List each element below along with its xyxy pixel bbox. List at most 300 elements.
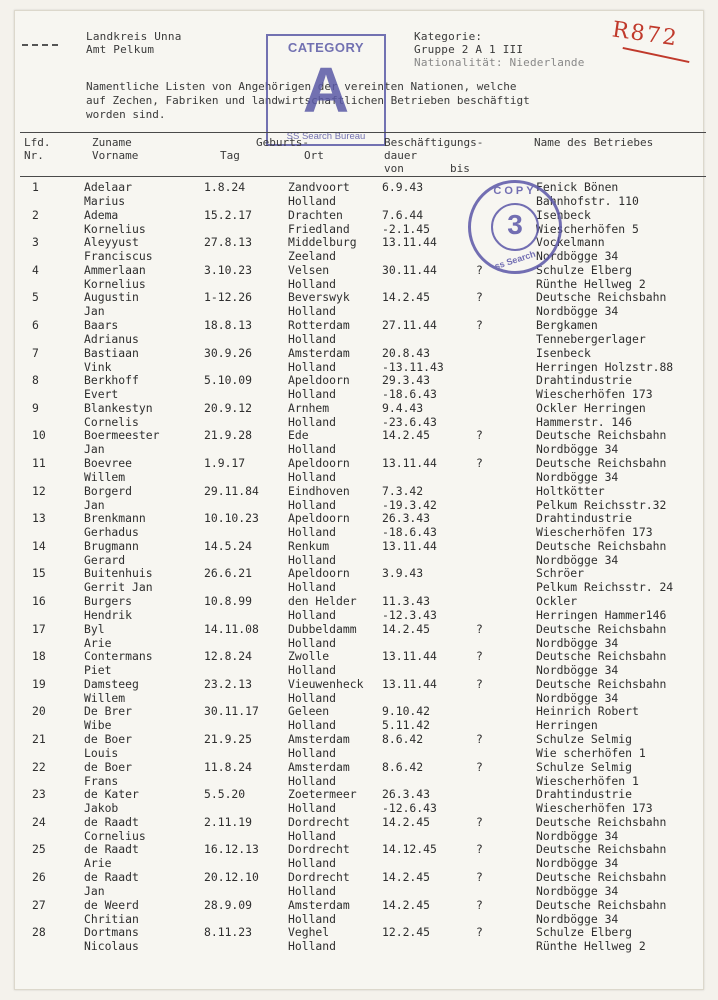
cell-tag: 5.10.09 xyxy=(204,373,253,388)
cell-zuname: Aleyyust xyxy=(84,235,139,250)
cell-firm1: Schulze Selmig xyxy=(536,732,633,746)
cell-von2: -18.6.43 xyxy=(382,525,437,540)
cell-firm2: Nordbögge 34 xyxy=(536,884,619,898)
cell-vorname: Jakob xyxy=(84,801,119,816)
cell-vorname: Marius xyxy=(84,194,126,208)
cell-zuname: Byl xyxy=(84,621,105,636)
category-stamp-title: CATEGORY xyxy=(287,40,365,55)
cell-zuname: Boermeester xyxy=(84,428,160,443)
cell-ort1: Zoetermeer xyxy=(288,787,357,802)
table-row xyxy=(0,760,718,788)
cell-von2: 5.11.42 xyxy=(382,718,431,733)
cell-firm1: Ockler xyxy=(536,594,578,608)
table-row xyxy=(0,484,718,512)
cell-firm2: Nordbögge 34 xyxy=(536,690,619,705)
cell-von1: 14.2.45 xyxy=(382,290,431,305)
cell-zuname: Augustin xyxy=(84,290,139,305)
header-office: Amt Pelkum xyxy=(86,43,155,56)
cell-vorname: Willem xyxy=(84,690,126,705)
cell-firm2: Nordbögge 34 xyxy=(536,856,619,871)
cell-ort2: Holland xyxy=(288,856,337,871)
category-stamp-bureau: SS Search Bureau xyxy=(286,131,366,142)
table-row xyxy=(0,373,718,401)
cell-nr: 10 xyxy=(32,428,46,443)
table-row xyxy=(0,208,718,236)
cell-ort2: Holland xyxy=(288,635,337,650)
table-row xyxy=(0,539,718,567)
table-row xyxy=(0,235,718,263)
table-row xyxy=(0,401,718,429)
col-firm: Name des Betriebes xyxy=(534,136,654,149)
cell-tag: 30.9.26 xyxy=(204,345,253,360)
cell-ort1: Rotterdam xyxy=(288,318,350,332)
cell-firm2: Pelkum Reichsstr. 24 xyxy=(536,580,674,595)
cell-ort1: Ede xyxy=(288,428,309,443)
cell-von1: 14.2.45 xyxy=(382,428,431,443)
copy-stamp xyxy=(468,180,562,274)
table-row xyxy=(0,704,718,732)
table-row xyxy=(0,511,718,539)
cell-vorname: Jan xyxy=(84,442,105,457)
cell-tag: 5.5.20 xyxy=(204,787,246,802)
cell-bis: ? xyxy=(476,676,483,691)
cell-tag: 20.9.12 xyxy=(204,400,253,415)
cell-ort2: Holland xyxy=(288,773,337,788)
cell-firm1: Schulze Elberg xyxy=(536,925,633,940)
cell-ort2: Holland xyxy=(288,387,337,402)
cell-nr: 4 xyxy=(32,262,39,277)
cell-vorname: Chritian xyxy=(84,911,139,926)
cell-von1: 6.9.43 xyxy=(382,180,424,194)
cell-tag: 1.8.24 xyxy=(204,180,246,194)
cell-ort1: Drachten xyxy=(288,207,343,222)
cell-ort2: Holland xyxy=(288,911,337,926)
cell-ort1: Zwolle xyxy=(288,649,330,664)
cell-von1: 13.11.44 xyxy=(382,538,437,553)
table-row xyxy=(0,346,718,374)
col-dauer xyxy=(384,136,483,162)
table-row xyxy=(0,566,718,594)
table-row xyxy=(0,318,718,346)
cell-nr: 14 xyxy=(32,538,46,553)
cell-ort1: Apeldoorn xyxy=(288,511,350,526)
cell-firm1: Deutsche Reichsbahn xyxy=(536,842,667,857)
cell-firm1: Ockler Herringen xyxy=(536,400,646,415)
cell-firm2: Wiescherhöfen 173 xyxy=(536,801,653,816)
cell-bis: ? xyxy=(476,732,483,746)
cell-von1: 30.11.44 xyxy=(382,262,437,277)
cell-nr: 17 xyxy=(32,621,46,636)
cell-zuname: de Raadt xyxy=(84,870,139,884)
col-bis: bis xyxy=(450,162,470,175)
cell-vorname: Louis xyxy=(84,746,119,760)
cell-von1: 14.2.45 xyxy=(382,814,431,829)
cell-tag: 3.10.23 xyxy=(204,262,253,277)
intro-text xyxy=(86,80,686,122)
cell-von1: 8.6.42 xyxy=(382,732,424,746)
cell-von1: 12.2.45 xyxy=(382,925,431,940)
table-row xyxy=(0,456,718,484)
punch-mark xyxy=(22,44,58,48)
cell-tag: 11.8.24 xyxy=(204,759,253,774)
cell-bis: ? xyxy=(476,290,483,305)
cell-ort1: Vieuwenheck xyxy=(288,676,364,691)
cell-ort1: Eindhoven xyxy=(288,483,350,498)
cell-firm2: Tennebergerlager xyxy=(536,332,646,346)
cell-firm1: Isenbeck xyxy=(536,207,591,222)
cell-zuname: Bastiaan xyxy=(84,345,139,360)
cell-ort2: Holland xyxy=(288,552,337,567)
cell-ort2: Holland xyxy=(288,332,337,346)
cell-von2: -18.6.43 xyxy=(382,387,437,402)
cell-ort2: Holland xyxy=(288,801,337,816)
cell-bis: ? xyxy=(476,456,483,470)
cell-zuname: Blankestyn xyxy=(84,400,153,415)
cell-ort2: Holland xyxy=(288,497,337,512)
cell-ort2: Holland xyxy=(288,194,337,208)
cell-tag: 28.9.09 xyxy=(204,897,253,912)
cell-nr: 2 xyxy=(32,207,39,222)
cell-nr: 18 xyxy=(32,649,46,664)
col-name xyxy=(92,136,138,162)
cell-firm2: Wiescherhöfen 173 xyxy=(536,525,653,540)
cell-bis: ? xyxy=(476,318,483,332)
table-row xyxy=(0,290,718,318)
cell-firm2: Hammerstr. 146 xyxy=(536,414,633,429)
cell-ort1: Arnhem xyxy=(288,400,330,415)
cell-vorname: Jan xyxy=(84,304,105,319)
cell-zuname: de Raadt xyxy=(84,814,139,829)
cell-zuname: de Kater xyxy=(84,787,139,802)
cell-ort1: Amsterdam xyxy=(288,897,350,912)
cell-tag: 23.2.13 xyxy=(204,676,253,691)
col-dauer-line2: dauer xyxy=(384,149,418,162)
cell-von1: 13.11.44 xyxy=(382,235,437,250)
cell-firm2: Nordbögge 34 xyxy=(536,249,619,264)
cell-ort1: Amsterdam xyxy=(288,759,350,774)
cell-vorname: Hendrik xyxy=(84,608,133,622)
cell-nr: 7 xyxy=(32,345,39,360)
table-row xyxy=(0,594,718,622)
cell-firm2: Nordbögge 34 xyxy=(536,304,619,319)
cell-firm1: Deutsche Reichsbahn xyxy=(536,428,667,443)
cell-von2: -19.3.42 xyxy=(382,497,437,512)
cell-von1: 7.6.44 xyxy=(382,207,424,222)
cell-tag: 30.11.17 xyxy=(204,704,259,719)
cell-vorname: Kornelius xyxy=(84,221,146,236)
intro-line: Namentliche Listen von Angehörigen der vereinten Nationen, welche xyxy=(86,80,517,93)
cell-vorname: Cornelis xyxy=(84,414,139,429)
cell-nr: 3 xyxy=(32,235,39,250)
cell-tag: 15.2.17 xyxy=(204,207,253,222)
cell-tag: 20.12.10 xyxy=(204,870,259,884)
cell-firm1: Drahtindustrie xyxy=(536,373,633,388)
cell-firm2: Herringen Holzstr.88 xyxy=(536,359,674,374)
cell-firm1: Deutsche Reichsbahn xyxy=(536,290,667,305)
cell-ort2: Holland xyxy=(288,580,337,595)
cell-ort2: Holland xyxy=(288,690,337,705)
cell-bis: ? xyxy=(476,428,483,443)
cell-von2: -12.3.43 xyxy=(382,608,437,622)
cell-firm1: Deutsche Reichsbahn xyxy=(536,897,667,912)
cell-ort2: Zeeland xyxy=(288,249,337,264)
cell-zuname: de Weerd xyxy=(84,897,139,912)
table-row xyxy=(0,815,718,843)
cell-zuname: Boevree xyxy=(84,456,133,470)
cell-von1: 11.3.43 xyxy=(382,594,431,608)
header-district: Landkreis Unna xyxy=(86,30,182,43)
cell-nr: 5 xyxy=(32,290,39,305)
cell-ort1: Veghel xyxy=(288,925,330,940)
cell-nr: 13 xyxy=(32,511,46,526)
cell-nr: 23 xyxy=(32,787,46,802)
cell-firm1: Deutsche Reichsbahn xyxy=(536,621,667,636)
cell-ort1: Dordrecht xyxy=(288,842,350,857)
col-nr-line2: Nr. xyxy=(24,149,44,162)
cell-ort2: Holland xyxy=(288,414,337,429)
cell-von2: -13.11.43 xyxy=(382,359,444,374)
cell-ort2: Holland xyxy=(288,718,337,733)
cell-ort1: Geleen xyxy=(288,704,330,719)
cell-ort2: Friedland xyxy=(288,221,350,236)
cell-ort1: Apeldoorn xyxy=(288,456,350,470)
cell-nr: 24 xyxy=(32,814,46,829)
table-row xyxy=(0,263,718,291)
cell-nr: 15 xyxy=(32,566,46,581)
cell-vorname: Gerard xyxy=(84,552,126,567)
cell-tag: 14.11.08 xyxy=(204,621,259,636)
cell-von1: 26.3.43 xyxy=(382,787,431,802)
cell-vorname: Piet xyxy=(84,663,112,678)
cell-von1: 14.2.45 xyxy=(382,621,431,636)
cell-firm1: Fenick Bönen xyxy=(536,180,619,194)
intro-line: worden sind. xyxy=(86,108,166,121)
cell-von1: 14.2.45 xyxy=(382,870,431,884)
cell-vorname: Nicolaus xyxy=(84,939,139,954)
col-name-line1: Zuname xyxy=(92,136,132,149)
cell-nr: 26 xyxy=(32,870,46,884)
cell-zuname: Brugmann xyxy=(84,538,139,553)
cell-tag: 8.11.23 xyxy=(204,925,253,940)
cell-tag: 10.8.99 xyxy=(204,594,253,608)
col-dauer-line1: Beschäftigungs- xyxy=(384,136,484,149)
cell-vorname: Jan xyxy=(84,497,105,512)
cell-ort2: Holland xyxy=(288,663,337,678)
header-rule-top xyxy=(20,132,706,133)
cell-tag: 27.8.13 xyxy=(204,235,253,250)
copy-stamp-subtext: ss Search xyxy=(493,248,537,272)
cell-nr: 1 xyxy=(32,180,39,194)
cell-tag: 1.9.17 xyxy=(204,456,246,470)
cell-vorname: Gerrit Jan xyxy=(84,580,153,595)
cell-firm1: Drahtindustrie xyxy=(536,511,633,526)
cell-ort1: Beverswyk xyxy=(288,290,350,305)
cell-vorname: Arie xyxy=(84,856,112,871)
cell-vorname: Evert xyxy=(84,387,119,402)
cell-zuname: Brenkmann xyxy=(84,511,146,526)
cell-zuname: Dortmans xyxy=(84,925,139,940)
table-row xyxy=(0,732,718,760)
cell-vorname: Arie xyxy=(84,635,112,650)
header-nationality: Nationalität: Niederlande xyxy=(414,56,585,69)
cell-tag: 10.10.23 xyxy=(204,511,259,526)
cell-ort1: Dubbeldamm xyxy=(288,621,357,636)
cell-von1: 13.11.44 xyxy=(382,456,437,470)
cell-bis: ? xyxy=(476,842,483,857)
col-von: von xyxy=(384,162,404,175)
cell-zuname: Buitenhuis xyxy=(84,566,153,581)
cell-firm2: Wiescherhöfen 173 xyxy=(536,387,653,402)
header-category-label: Kategorie: xyxy=(414,30,483,43)
cell-von1: 14.12.45 xyxy=(382,842,437,857)
cell-von1: 7.3.42 xyxy=(382,483,424,498)
cell-bis: ? xyxy=(476,759,483,774)
intro-line: auf Zechen, Fabriken und landwirtschaftlichen Betrieben beschäftigt xyxy=(86,94,530,107)
cell-von2: -12.6.43 xyxy=(382,801,437,816)
cell-nr: 21 xyxy=(32,732,46,746)
header-rule-bottom xyxy=(20,176,706,177)
table-row xyxy=(0,677,718,705)
cell-ort2: Holland xyxy=(288,746,337,760)
table-row xyxy=(0,180,718,208)
cell-von1: 26.3.43 xyxy=(382,511,431,526)
cell-ort1: Renkum xyxy=(288,538,330,553)
cell-von1: 9.4.43 xyxy=(382,400,424,415)
cell-firm1: Schröer xyxy=(536,566,585,581)
cell-ort2: Holland xyxy=(288,525,337,540)
cell-bis: ? xyxy=(476,649,483,664)
cell-ort2: Holland xyxy=(288,470,337,484)
cell-nr: 16 xyxy=(32,594,46,608)
cell-tag: 16.12.13 xyxy=(204,842,259,857)
cell-vorname: Jan xyxy=(84,884,105,898)
cell-ort2: Holland xyxy=(288,608,337,622)
cell-ort1: den Helder xyxy=(288,594,357,608)
cell-nr: 27 xyxy=(32,897,46,912)
cell-von1: 13.11.44 xyxy=(382,676,437,691)
category-stamp-letter: A xyxy=(302,54,350,126)
cell-zuname: Damsteeg xyxy=(84,676,139,691)
cell-ort1: Dordrecht xyxy=(288,814,350,829)
header-group: Gruppe 2 A 1 III xyxy=(414,43,524,56)
cell-ort1: Middelburg xyxy=(288,235,357,250)
cell-vorname: Willem xyxy=(84,470,126,484)
cell-ort2: Holland xyxy=(288,359,337,374)
copy-stamp-text: COPY xyxy=(493,185,537,197)
cell-ort2: Holland xyxy=(288,442,337,457)
cell-von1: 3.9.43 xyxy=(382,566,424,581)
cell-firm2: Wiescherhöfen 1 xyxy=(536,773,639,788)
cell-firm2: Nordbögge 34 xyxy=(536,828,619,843)
cell-firm1: Schulze Selmig xyxy=(536,759,633,774)
col-nr xyxy=(24,136,51,162)
cell-firm2: Rünthe Hellweg 2 xyxy=(536,276,646,291)
cell-ort1: Dordrecht xyxy=(288,870,350,884)
cell-ort1: Zandvoort xyxy=(288,180,350,194)
cell-ort1: Amsterdam xyxy=(288,732,350,746)
table-row xyxy=(0,649,718,677)
cell-zuname: Ammerlaan xyxy=(84,262,146,277)
cell-firm2: Wiescherhöfen 5 xyxy=(536,221,639,236)
table-row xyxy=(0,870,718,898)
cell-nr: 22 xyxy=(32,759,46,774)
cell-nr: 11 xyxy=(32,456,46,470)
cell-firm1: Vockelmann xyxy=(536,235,605,250)
cell-ort1: Velsen xyxy=(288,262,330,277)
cell-bis: ? xyxy=(476,925,483,940)
cell-nr: 28 xyxy=(32,925,46,940)
cell-firm1: Deutsche Reichsbahn xyxy=(536,456,667,470)
cell-firm2: Nordbögge 34 xyxy=(536,470,619,484)
cell-firm2: Nordbögge 34 xyxy=(536,552,619,567)
handwritten-reference: R872 xyxy=(610,17,680,52)
cell-vorname: Frans xyxy=(84,773,119,788)
category-stamp xyxy=(266,34,386,146)
cell-firm2: Nordbögge 34 xyxy=(536,911,619,926)
cell-vorname: Cornelius xyxy=(84,828,146,843)
cell-nr: 19 xyxy=(32,676,46,691)
cell-ort2: Holland xyxy=(288,276,337,291)
cell-tag: 14.5.24 xyxy=(204,538,253,553)
cell-firm2: Wie scherhöfen 1 xyxy=(536,746,646,760)
cell-zuname: Borgerd xyxy=(84,483,133,498)
cell-ort1: Apeldoorn xyxy=(288,566,350,581)
cell-tag: 1-12.26 xyxy=(204,290,253,305)
cell-zuname: Baars xyxy=(84,318,119,332)
cell-tag: 18.8.13 xyxy=(204,318,253,332)
cell-firm1: Bergkamen xyxy=(536,318,598,332)
cell-firm1: Deutsche Reichsbahn xyxy=(536,676,667,691)
cell-zuname: Burgers xyxy=(84,594,133,608)
table-row xyxy=(0,842,718,870)
cell-von1: 20.8.43 xyxy=(382,345,431,360)
cell-zuname: de Raadt xyxy=(84,842,139,857)
cell-ort2: Holland xyxy=(288,828,337,843)
cell-vorname: Gerhadus xyxy=(84,525,139,540)
cell-bis: ? xyxy=(476,897,483,912)
cell-von1: 9.10.42 xyxy=(382,704,431,719)
col-name-line2: Vorname xyxy=(92,149,139,162)
cell-zuname: de Boer xyxy=(84,759,133,774)
table-row xyxy=(0,428,718,456)
cell-ort1: Amsterdam xyxy=(288,345,350,360)
cell-firm2: Nordbögge 34 xyxy=(536,635,619,650)
cell-von2: -23.6.43 xyxy=(382,414,437,429)
cell-firm2: Rünthe Hellweg 2 xyxy=(536,939,646,954)
cell-von1: 8.6.42 xyxy=(382,759,424,774)
cell-vorname: Adrianus xyxy=(84,332,139,346)
cell-vorname: Vink xyxy=(84,359,112,374)
cell-von1: 13.11.44 xyxy=(382,649,437,664)
cell-firm2: Herringen Hammer146 xyxy=(536,608,667,622)
cell-firm2: Pelkum Reichsstr.32 xyxy=(536,497,667,512)
cell-zuname: Contermans xyxy=(84,649,153,664)
cell-firm2: Bahnhofstr. 110 xyxy=(536,194,639,208)
cell-tag: 2.11.19 xyxy=(204,814,253,829)
col-birth-tag: Tag xyxy=(220,149,240,162)
table-row xyxy=(0,622,718,650)
cell-firm1: Isenbeck xyxy=(536,345,591,360)
cell-zuname: de Boer xyxy=(84,732,133,746)
cell-bis: ? xyxy=(476,870,483,884)
cell-ort2: Holland xyxy=(288,884,337,898)
cell-zuname: Berkhoff xyxy=(84,373,139,388)
col-nr-line1: Lfd. xyxy=(24,136,51,149)
cell-ort2: Holland xyxy=(288,304,337,319)
cell-firm1: Deutsche Reichsbahn xyxy=(536,649,667,664)
cell-von1: 14.2.45 xyxy=(382,897,431,912)
cell-firm1: Schulze Elberg xyxy=(536,262,633,277)
